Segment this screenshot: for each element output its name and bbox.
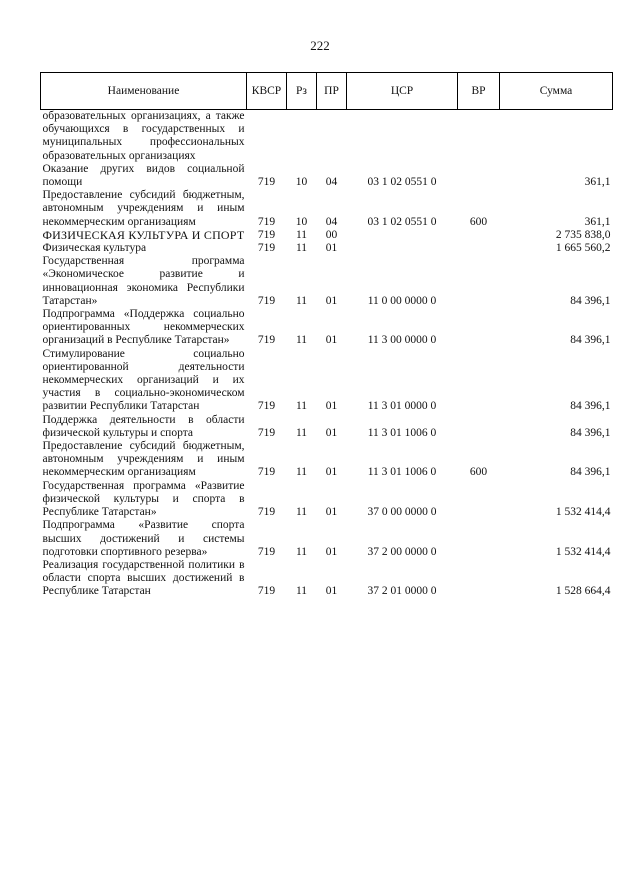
table-row (41, 255, 613, 308)
table-row (41, 440, 613, 480)
cell-sum: 84 396,1 (570, 294, 611, 307)
cell-sum: 84 396,1 (570, 400, 611, 413)
cell-rz: 10 (295, 176, 308, 189)
table-row (41, 480, 613, 520)
cell-csr: 37 2 01 0000 0 (367, 585, 437, 598)
table-row (41, 559, 613, 599)
header-pr: ПР (317, 73, 347, 110)
cell-csr: 11 3 00 0000 0 (367, 334, 437, 347)
cell-csr: 37 2 00 0000 0 (367, 545, 437, 558)
cell-sum: 1 665 560,2 (555, 242, 611, 255)
cell-rz: 10 (295, 215, 308, 228)
cell-rz: 11 (295, 242, 308, 255)
cell-kvsr: 719 (257, 242, 276, 255)
cell-pr: 01 (325, 426, 338, 439)
cell-vr (458, 229, 500, 242)
cell-kvsr: 719 (257, 426, 276, 439)
cell-rz: 11 (295, 506, 308, 519)
cell-vr (458, 308, 500, 348)
cell-pr: 01 (325, 400, 338, 413)
table-row (41, 519, 613, 559)
cell-name: ФИЗИЧЕСКАЯ КУЛЬТУРА И СПОРТ (42, 227, 245, 242)
cell-sum: 361,1 (584, 176, 611, 189)
cell-sum: 84 396,1 (570, 466, 611, 479)
cell-pr: 04 (325, 176, 338, 189)
table-row (41, 110, 613, 163)
cell-vr (458, 348, 500, 414)
cell-name: Государственная программа «Развитие физической культуры и спорта в Республике Татарстан» (42, 479, 245, 519)
cell-rz: 11 (295, 400, 308, 413)
cell-rz: 11 (295, 426, 308, 439)
cell-kvsr: 719 (257, 176, 276, 189)
cell-csr: 03 1 02 0551 0 (367, 215, 437, 228)
cell-sum: 84 396,1 (570, 334, 611, 347)
cell-kvsr: 719 (257, 228, 276, 241)
table-row (41, 414, 613, 440)
header-row (41, 73, 613, 110)
cell-rz: 11 (295, 466, 308, 479)
header-csr: ЦСР (347, 73, 458, 110)
cell-vr (458, 559, 500, 599)
page-number: 222 (310, 38, 330, 53)
table-row (41, 189, 613, 229)
cell-vr (458, 163, 500, 189)
cell-rz: 11 (295, 545, 308, 558)
cell-pr: 01 (325, 242, 338, 255)
cell-pr: 01 (325, 585, 338, 598)
cell-name: Государственная программа «Экономическое развитие и инновационная экономика Республики Татарстан» (42, 255, 245, 307)
cell-kvsr: 719 (257, 400, 276, 413)
cell-pr: 04 (325, 215, 338, 228)
cell-csr: 11 0 00 0000 0 (367, 294, 437, 307)
table-row (41, 163, 613, 189)
cell-kvsr: 719 (257, 466, 276, 479)
header-name: Наименование (41, 73, 247, 110)
cell-csr: 11 3 01 0000 0 (367, 400, 437, 413)
cell-sum: 361,1 (584, 215, 611, 228)
cell-kvsr (247, 110, 287, 163)
cell-sum: 1 528 664,4 (555, 585, 611, 598)
cell-vr (458, 414, 500, 440)
cell-name: образовательных организациях, а также обучающихся в государственных и муниципальных профессиональных образовательных организациях (42, 110, 245, 162)
cell-pr: 01 (325, 294, 338, 307)
header-kvsr: КВСР (247, 73, 287, 110)
cell-vr (458, 519, 500, 559)
cell-vr (458, 242, 500, 255)
cell-sum: 1 532 414,4 (555, 506, 611, 519)
cell-csr: 37 0 00 0000 0 (367, 506, 437, 519)
cell-name: Предоставление субсидий бюджетным, автономным учреждениям и иным некоммерческим организациям (42, 189, 245, 228)
cell-sum: 1 532 414,4 (555, 545, 611, 558)
cell-csr (347, 242, 458, 255)
cell-kvsr: 719 (257, 294, 276, 307)
cell-name: Поддержка деятельности в области физической культуры и спорта (42, 413, 245, 439)
cell-name: Подпрограмма «Поддержка социально ориентированных некоммерческих организаций в Республике Татарстан» (42, 308, 245, 347)
cell-kvsr: 719 (257, 215, 276, 228)
cell-csr: 11 3 01 1006 0 (367, 426, 437, 439)
cell-vr: 600 (469, 215, 488, 228)
cell-kvsr: 719 (257, 585, 276, 598)
cell-sum: 84 396,1 (570, 426, 611, 439)
table-row (41, 229, 613, 242)
table-body (41, 110, 613, 599)
cell-sum: 2 735 838,0 (555, 228, 611, 241)
cell-vr: 600 (469, 466, 488, 479)
cell-rz: 11 (295, 228, 308, 241)
cell-pr: 00 (325, 228, 338, 241)
cell-pr: 01 (325, 506, 338, 519)
cell-csr (347, 110, 458, 163)
cell-pr: 01 (325, 545, 338, 558)
budget-table (40, 72, 613, 599)
cell-csr: 03 1 02 0551 0 (367, 176, 437, 189)
table-row (41, 348, 613, 414)
header-vr: ВР (458, 73, 500, 110)
table-row (41, 308, 613, 348)
table-row (41, 242, 613, 255)
cell-rz: 11 (295, 585, 308, 598)
header-sum: Сумма (500, 73, 613, 110)
header-rz: Рз (287, 73, 317, 110)
cell-kvsr: 719 (257, 334, 276, 347)
cell-vr (458, 255, 500, 308)
cell-rz: 11 (295, 294, 308, 307)
cell-rz: 11 (295, 334, 308, 347)
cell-rz (287, 110, 317, 163)
cell-csr (347, 229, 458, 242)
cell-name: Оказание других видов социальной помощи (42, 162, 245, 189)
cell-vr (458, 110, 500, 163)
cell-name: Предоставление субсидий бюджетным, автономным учреждениям и иным некоммерческим организациям (42, 440, 245, 479)
cell-vr (458, 480, 500, 520)
cell-csr: 11 3 01 1006 0 (367, 466, 437, 479)
cell-kvsr: 719 (257, 545, 276, 558)
cell-kvsr: 719 (257, 506, 276, 519)
cell-name: Подпрограмма «Развитие спорта высших достижений и системы подготовки спортивного резерва» (42, 519, 245, 558)
cell-name: Реализация государственной политики в области спорта высших достижений в Республике Татарстан (42, 558, 245, 598)
cell-pr: 01 (325, 466, 338, 479)
cell-name: Стимулирование социально ориентированной деятельности некоммерческих организаций и их участия в социально-экономическом развитии Республики Татарстан (42, 347, 245, 413)
cell-pr (317, 110, 347, 163)
cell-sum (500, 110, 613, 163)
cell-pr: 01 (325, 334, 338, 347)
cell-name: Физическая культура (42, 242, 147, 255)
